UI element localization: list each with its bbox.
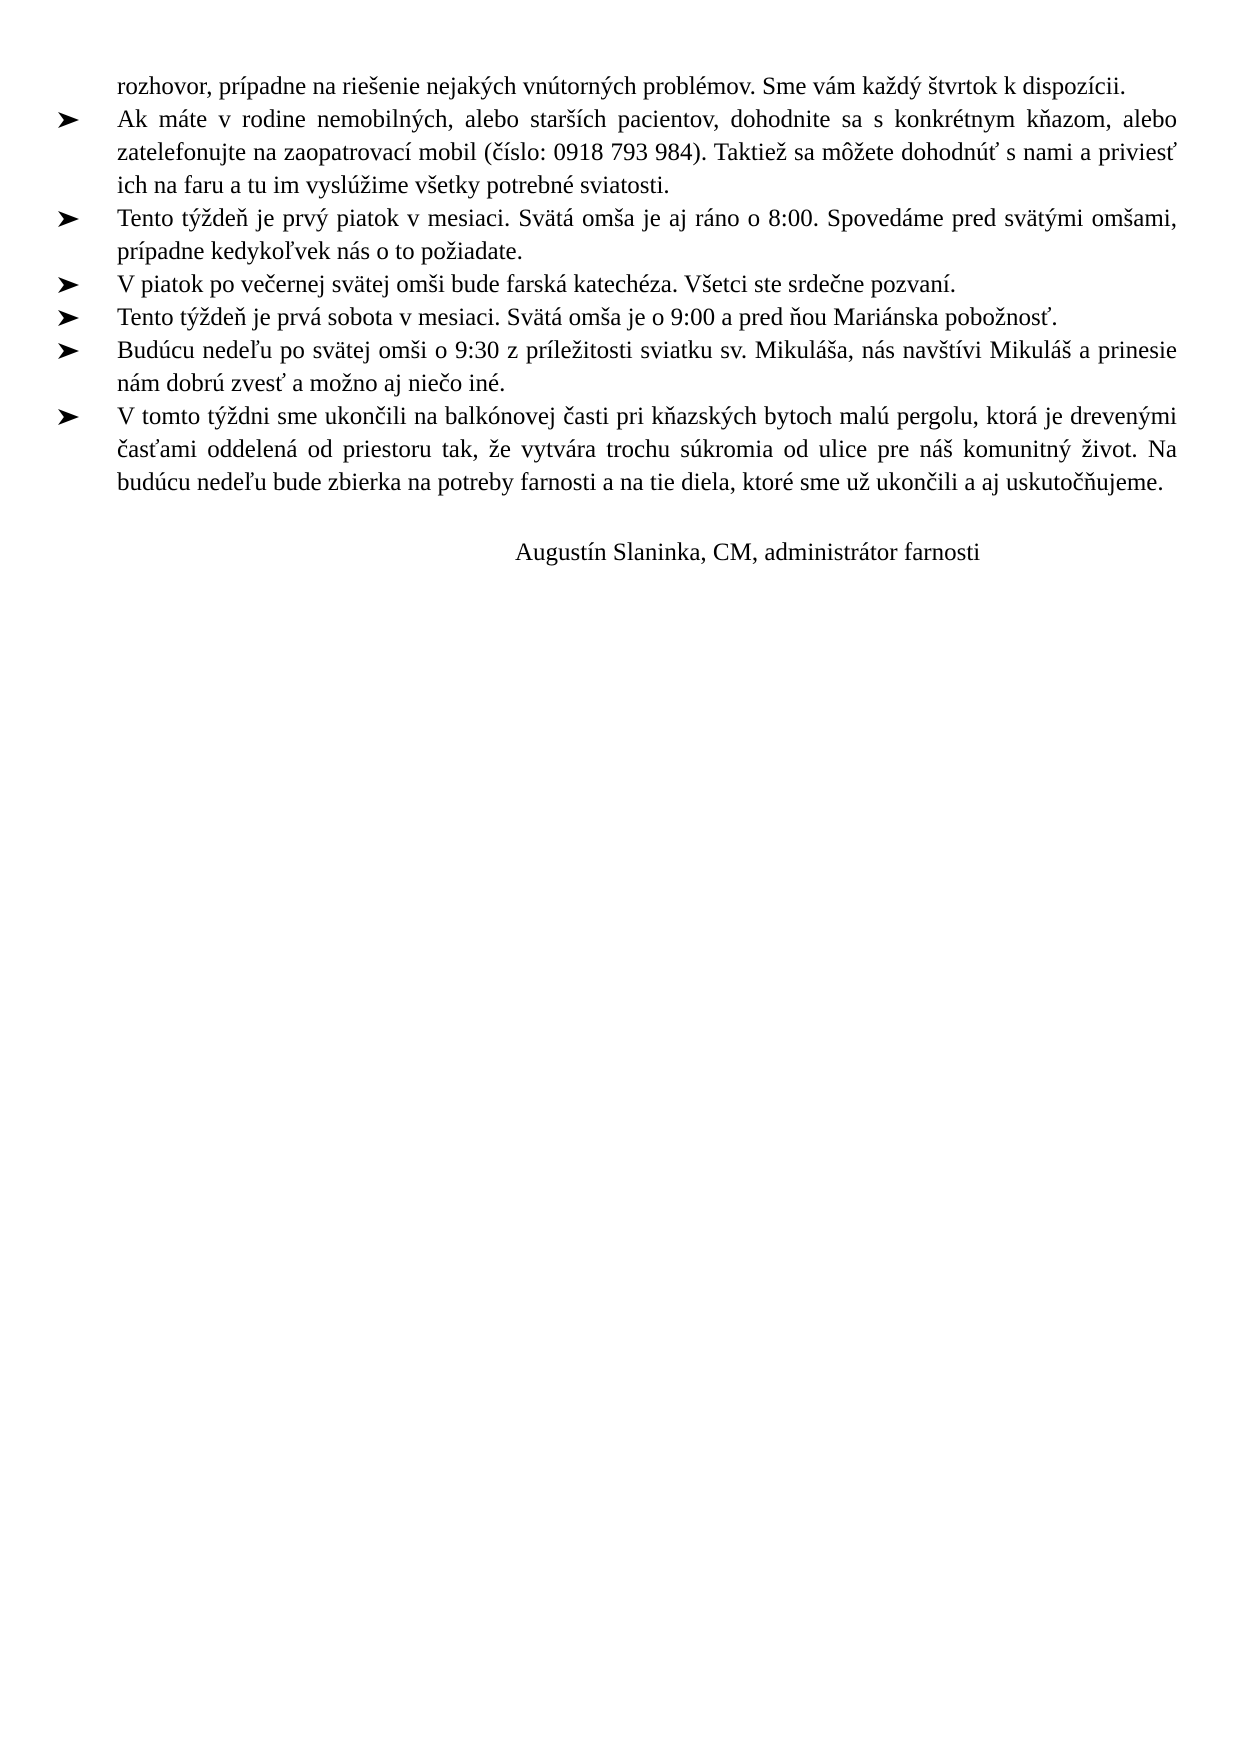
list-item [117,301,1177,334]
bullet-text: Ak máte v rodine nemobilných, alebo starších pacientov, dohodnite sa s konkrétnym kňazom, alebo zatelefonujte na zaopatrovací mobil (číslo: 0918 793 984). Taktiež sa môžete dohodnúť s nami a priviesť ich na faru a tu im vyslúžime všetky potrebné sviatosti. [117,106,1177,199]
list-item [117,202,1177,268]
arrowhead-bullet-icon [58,409,79,425]
list-item [117,103,1177,202]
bullet-text: V tomto týždni sme ukončili na balkónovej časti pri kňazských bytoch malú pergolu, ktorá je drevenými časťami oddelená od priestoru tak, že vytvára trochu súkromia od ulice pre náš komunitný život. Na budúcu nedeľu bude zbierka na potreby farnosti a na tie diela, ktoré sme už ukončili a aj uskutočňujeme. [117,403,1177,496]
list-item [117,334,1177,400]
paragraph-continuation: rozhovor, prípadne na riešenie nejakých vnútorných problémov. Sme vám každý štvrtok k dispozícii. [117,73,1126,100]
arrowhead-bullet-icon [58,277,79,293]
arrowhead-bullet-icon [58,343,79,359]
document-body [117,70,1177,569]
arrowhead-bullet-icon [58,310,79,326]
bullet-text: V piatok po večernej svätej omši bude farská katechéza. Všetci ste srdečne pozvaní. [117,271,957,298]
arrowhead-bullet-icon [58,211,79,227]
bullet-text: Budúcu nedeľu po svätej omši o 9:30 z príležitosti sviatku sv. Mikuláša, nás navštívi Mikuláš a prinesie nám dobrú zvesť a možno aj niečo iné. [117,337,1177,397]
list-item [117,268,1177,301]
signature-line: Augustín Slaninka, CM, administrátor farnosti [515,539,981,566]
bullet-text: Tento týždeň je prvý piatok v mesiaci. Svätá omša je aj ráno o 8:00. Spovedáme pred svätými omšami, prípadne kedykoľvek nás o to požiadate. [117,205,1177,265]
announcement-bullet-list [117,103,1177,499]
arrowhead-bullet-icon [58,112,79,128]
bullet-text: Tento týždeň je prvá sobota v mesiaci. Svätá omša je o 9:00 a pred ňou Mariánska pobožnosť. [117,304,1058,331]
list-item [117,400,1177,499]
